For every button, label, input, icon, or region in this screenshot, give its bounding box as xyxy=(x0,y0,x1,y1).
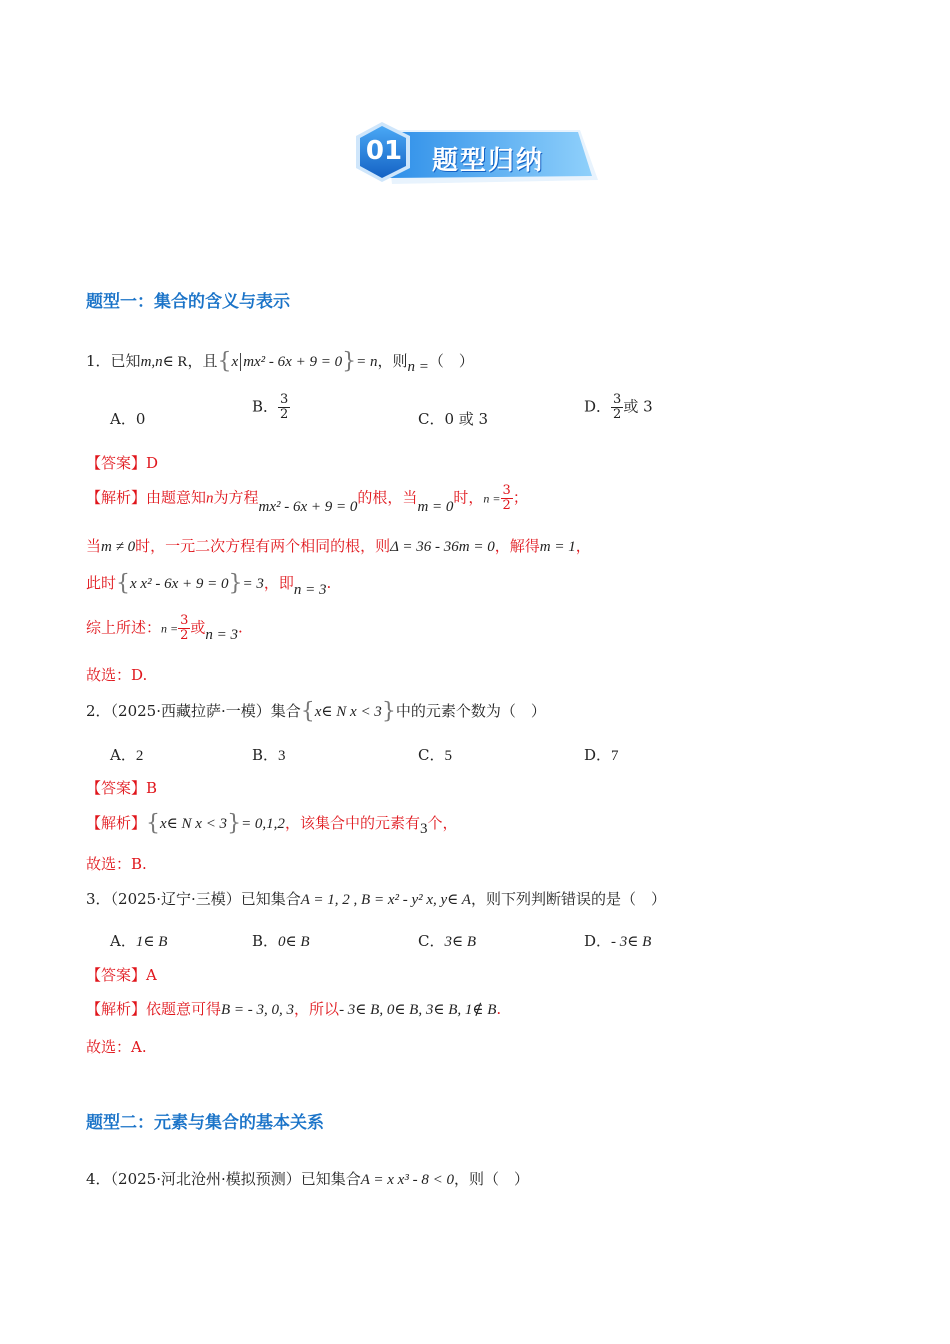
a1-l2-d: ， xyxy=(575,537,591,555)
a3-l1-set: B = - 3, 0, 3 xyxy=(221,1002,295,1018)
q2-option-d[interactable] xyxy=(584,744,619,765)
q2-option-a-value: 2 xyxy=(135,748,144,764)
q2-option-b[interactable] xyxy=(252,744,286,765)
q1-set-equation: mx² - 6x + 9 = 0 xyxy=(243,354,343,370)
a1-l1-neq: n = xyxy=(483,491,501,506)
q3-analysis-conclusion: 故选：A. xyxy=(86,1038,147,1056)
a1-l3-a: 此时 xyxy=(86,574,117,592)
q4-tail: ，则（ ） xyxy=(453,1170,529,1188)
a1-l2-c: ，解得 xyxy=(494,537,540,555)
a1-l1-num: 3 xyxy=(502,483,511,498)
a1-l1-den: 2 xyxy=(502,498,511,513)
question-4 xyxy=(86,1168,529,1189)
q2-option-d-value: 7 xyxy=(611,748,619,764)
q1-n-eq: n = xyxy=(407,359,429,375)
q3-option-b-label: B． xyxy=(252,932,279,950)
q1-analysis-line-2 xyxy=(86,535,591,556)
section-title-1: 题型一：集合的含义与表示 xyxy=(86,292,290,312)
a1-l1-d: 时， xyxy=(453,488,484,507)
q3-option-d[interactable] xyxy=(584,930,651,951)
a1-l1-n: n xyxy=(206,490,214,507)
q2-number: 2． xyxy=(86,702,111,720)
q2-tail: 中的元素个数为（ ） xyxy=(395,702,546,720)
a1-l3-eq: = 3 xyxy=(242,576,264,592)
q3-tail: ，则下列判断错误的是（ ） xyxy=(470,890,666,908)
q2-option-b-value: 3 xyxy=(278,748,286,764)
q1-in-r: ∈ R，且 xyxy=(162,354,218,370)
q1-option-d-tail: 或 3 xyxy=(623,397,653,416)
a1-l4-n3: n = 3 xyxy=(205,626,239,643)
question-3 xyxy=(86,888,666,909)
a3-l1-c: - 3∈ B, 0∈ B, 3∈ B, 1∉ B xyxy=(339,1002,497,1018)
q1-number: 1． xyxy=(86,352,111,370)
banner-title: 题型归纳 xyxy=(432,146,545,176)
a1-l1-prefix: 【解析】由题意知 xyxy=(86,488,207,507)
q1-option-d-den: 2 xyxy=(613,407,622,422)
a1-l1-e: ； xyxy=(512,488,528,507)
a1-l3-n3: n = 3 xyxy=(293,582,327,598)
q3-option-d-label: D． xyxy=(584,932,612,950)
a1-l2-m1: m = 1 xyxy=(539,539,576,555)
a1-l2-a: 当 xyxy=(86,537,102,555)
a2-l1-set: x∈ N x < 3 xyxy=(160,816,228,832)
q1-analysis-line-3: 此时{x x² - 6x + 9 = 0}= 3，即n = 3. xyxy=(86,571,332,598)
q3-option-c-label: C． xyxy=(418,932,445,950)
q3-option-a[interactable] xyxy=(110,930,167,951)
q1-option-d-num: 3 xyxy=(613,392,622,407)
q2-option-a[interactable] xyxy=(110,744,143,765)
a1-l1-b: 为方程 xyxy=(213,488,259,507)
q3-option-c-value: 3∈ B xyxy=(444,934,477,950)
q3-answer: 【答案】A xyxy=(86,966,157,984)
q4-number: 4． xyxy=(86,1170,111,1188)
q2-answer: 【答案】B xyxy=(86,779,158,797)
q1-option-b-den: 2 xyxy=(280,407,289,422)
a1-l1-c: 的根，当 xyxy=(357,488,418,507)
a2-l1-a: 【解析】 xyxy=(86,814,147,832)
a1-l2-b: 时，一元二次方程有两个相同的根，则 xyxy=(135,537,391,555)
q3-option-d-value: - 3∈ B xyxy=(611,934,652,950)
q1-mn: m,n xyxy=(140,354,163,370)
a2-l1-b: ，该集合中的元素有 xyxy=(284,814,420,832)
a1-l2-m: m ≠ 0 xyxy=(101,539,136,555)
q2-analysis-conclusion: 故选：B. xyxy=(86,855,147,873)
a1-l3-set: x x² - 6x + 9 = 0 xyxy=(130,576,229,592)
q2-analysis-line-1: 【解析】{x∈ N x < 3}= 0,1,2，该集合中的元素有3个， xyxy=(86,811,458,837)
q1-option-b[interactable] xyxy=(252,393,290,422)
a1-l4-num: 3 xyxy=(180,613,189,628)
q1-analysis-line-1 xyxy=(86,484,528,513)
a3-l1-b: ，所以 xyxy=(294,1000,340,1018)
a1-l4-b: 或 xyxy=(190,618,206,637)
a1-l4-c: . xyxy=(238,618,243,637)
q1-then: ，则 xyxy=(377,352,408,370)
a1-l1-eq: mx² - 6x + 9 = 0 xyxy=(258,498,358,515)
q3-analysis-line-1 xyxy=(86,998,501,1019)
q3-number: 3． xyxy=(86,890,111,908)
q4-set: A = x x³ - 8 < 0 xyxy=(360,1172,454,1188)
a2-l1-c: 个， xyxy=(427,814,458,832)
q2-option-c-value: 5 xyxy=(444,748,452,764)
question-2: 2．（2025·西藏拉萨·一模）集合{x∈ N x < 3}中的元素个数为（ ） xyxy=(86,699,546,724)
a3-l1-d: . xyxy=(496,1000,502,1018)
q1-analysis-conclusion: 故选：D. xyxy=(86,666,148,684)
a1-l4-a: 综上所述： xyxy=(86,618,162,637)
q4-stem: （2025·河北沧州·模拟预测）已知集合 xyxy=(110,1170,361,1188)
section-title-2: 题型二：元素与集合的基本关系 xyxy=(86,1113,324,1133)
a1-l4-neq: n = xyxy=(161,621,179,636)
q1-set-var: x xyxy=(231,354,239,370)
a1-l3-b: ，即 xyxy=(263,574,294,592)
q1-option-d[interactable] xyxy=(584,393,653,422)
q3-option-b[interactable] xyxy=(252,930,310,951)
q2-option-a-label: A． xyxy=(110,746,136,764)
q1-option-b-label: B． xyxy=(252,397,279,416)
q2-option-c[interactable] xyxy=(418,744,452,765)
q1-option-d-label: D． xyxy=(584,397,612,416)
a1-l4-den: 2 xyxy=(180,628,189,643)
q2-stem: （2025·西藏拉萨·一模）集合 xyxy=(110,702,301,720)
q3-stem: （2025·辽宁·三模）已知集合 xyxy=(110,890,301,908)
q1-paren: （ ） xyxy=(428,352,474,370)
a1-l1-m0: m = 0 xyxy=(417,498,454,515)
section-banner xyxy=(352,118,600,196)
q2-option-b-label: B． xyxy=(252,746,279,764)
question-1: 1．已知m,n∈ R，且{x mx² - 6x + 9 = 0}= n，则n =（ ） xyxy=(86,349,474,375)
a2-l1-3: 3 xyxy=(419,821,428,837)
q1-option-c[interactable]: C．0 或 3 xyxy=(418,410,489,428)
q3-option-c[interactable] xyxy=(418,930,476,951)
a2-l1-eq: = 0,1,2 xyxy=(241,816,285,832)
q3-sets: A = 1, 2 , B = x² - y² x, y∈ A xyxy=(300,892,471,908)
banner-number: 01 xyxy=(365,136,403,166)
q1-analysis-line-4 xyxy=(86,614,243,643)
a3-l1-a: 【解析】依题意可得 xyxy=(86,1000,222,1018)
q3-option-b-value: 0∈ B xyxy=(278,934,310,950)
q3-option-a-value: 1∈ B xyxy=(135,934,168,950)
q2-set: x∈ N x < 3 xyxy=(314,704,382,720)
q1-stem: 已知 xyxy=(110,352,141,370)
q1-eq-n: = n xyxy=(356,354,378,370)
q1-answer: 【答案】D xyxy=(86,454,159,472)
a1-l2-delta: Δ = 36 - 36m = 0 xyxy=(390,539,495,555)
q2-option-d-label: D． xyxy=(584,746,612,764)
a1-l3-c: . xyxy=(326,574,332,592)
q1-option-a[interactable]: A．0 xyxy=(110,410,146,428)
q2-option-c-label: C． xyxy=(418,746,445,764)
q3-option-a-label: A． xyxy=(110,932,136,950)
q1-option-b-num: 3 xyxy=(280,392,289,407)
